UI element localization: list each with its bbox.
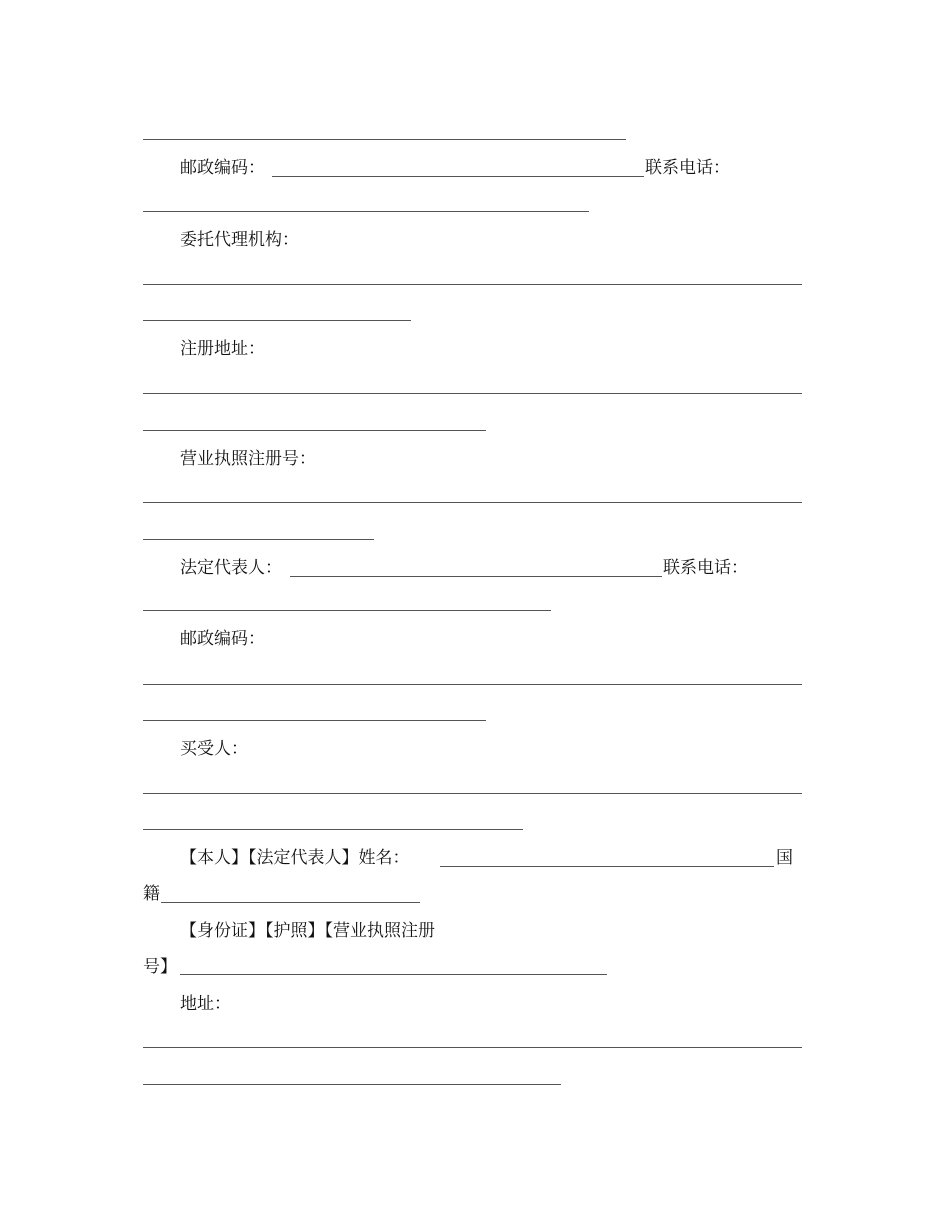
legal-rep-label: 法定代表人： bbox=[180, 558, 282, 578]
license-no-label: 营业执照注册号： bbox=[180, 449, 316, 469]
legal-rep-field-line[interactable] bbox=[290, 576, 662, 577]
nationality-label-part-1: 国 bbox=[776, 848, 793, 868]
id-document-label: 【身份证】【护照】【营业执照注册 bbox=[180, 921, 435, 941]
agent-phone-label: 联系电话： bbox=[663, 558, 748, 578]
postal-code-field-line[interactable] bbox=[272, 176, 644, 177]
phone-field-line[interactable] bbox=[143, 211, 589, 212]
license-no-field-line-2[interactable] bbox=[143, 539, 374, 540]
nationality-field-line[interactable] bbox=[161, 902, 420, 903]
agent-postal-code-field-line[interactable] bbox=[143, 684, 802, 685]
buyer-name-field-line[interactable] bbox=[440, 866, 774, 867]
nationality-label-part-2: 籍 bbox=[143, 884, 160, 904]
license-no-field-line[interactable] bbox=[143, 502, 802, 503]
registered-address-field-line-2[interactable] bbox=[143, 430, 486, 431]
buyer-name-label: 【本人】【法定代表人】姓名： bbox=[180, 848, 410, 868]
buyer-address-field-line-2[interactable] bbox=[143, 1084, 561, 1085]
agent-postal-code-field-line-2[interactable] bbox=[143, 720, 486, 721]
agency-field-line-2[interactable] bbox=[143, 320, 411, 321]
agency-label: 委托代理机构： bbox=[180, 230, 299, 250]
buyer-address-label: 地址： bbox=[180, 994, 231, 1014]
postal-code-label: 邮政编码： bbox=[180, 158, 265, 178]
blank-line bbox=[143, 139, 626, 140]
buyer-label: 买受人： bbox=[180, 739, 248, 759]
agent-postal-code-label: 邮政编码： bbox=[180, 629, 265, 649]
agent-phone-field-line[interactable] bbox=[143, 610, 551, 611]
buyer-field-line[interactable] bbox=[143, 793, 802, 794]
registered-address-field-line[interactable] bbox=[143, 393, 802, 394]
id-document-label-cont: 号】 bbox=[143, 957, 177, 977]
id-document-field-line[interactable] bbox=[180, 974, 607, 975]
registered-address-label: 注册地址： bbox=[180, 339, 265, 359]
phone-label: 联系电话： bbox=[645, 158, 730, 178]
buyer-address-field-line[interactable] bbox=[143, 1047, 802, 1048]
agency-field-line[interactable] bbox=[143, 284, 802, 285]
buyer-field-line-2[interactable] bbox=[143, 829, 523, 830]
